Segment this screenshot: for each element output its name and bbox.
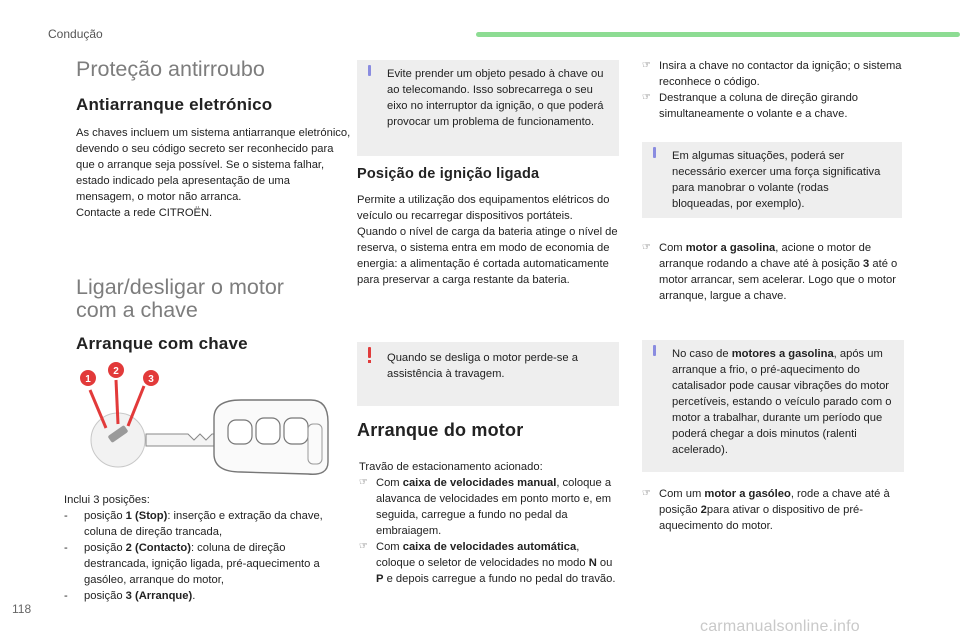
warning-text: Quando se desliga o motor perde-se a assistência à travagem. bbox=[387, 352, 578, 380]
manual-gearbox-item: ☞ Com caixa de velocidades manual, coloque a alavanca de velocidades em ponto morto e, em seguida, carregue a fundo no pedal da embraiagem. bbox=[359, 477, 612, 537]
info-note-catalyst bbox=[642, 340, 904, 472]
petrol-start-item: ☞ Com motor a gasolina, acione o motor de arranque rodando a chave até à posição 3 até o motor arrancar, sem acelerar. Logo que o motor arranque, largue a chave. bbox=[642, 242, 898, 302]
position-label-1: 1 bbox=[85, 374, 91, 385]
ignition-paragraph-1: Permite a utilização dos equipamentos elétricos do veículo ou recarregar dispositivos portáteis. bbox=[357, 194, 610, 222]
fob-button-light bbox=[284, 418, 308, 444]
header-accent-bar bbox=[476, 32, 960, 37]
info-note-text: Evite prender um objeto pesado à chave ou ao telecomando. Isso sobrecarrega o seu eixo no interruptor da ignição, o que poderá provocar um problema de funcionamento. bbox=[387, 68, 604, 128]
pointing-hand-icon: ☞ bbox=[642, 92, 651, 103]
positions-intro: Inclui 3 posições: bbox=[64, 494, 150, 506]
heading-engine-start: Arranque do motor bbox=[357, 420, 524, 440]
info-icon bbox=[653, 345, 656, 356]
heading-start-with-key: Arranque com chave bbox=[76, 334, 248, 353]
position-item-1: - posição 1 (Stop): inserção e extração da chave, coluna de direção trancada, bbox=[64, 510, 323, 538]
position-label-2: 2 bbox=[113, 366, 119, 377]
section-engine-start bbox=[357, 420, 619, 587]
pointing-hand-icon: ☞ bbox=[642, 242, 651, 253]
pointing-hand-icon: ☞ bbox=[359, 541, 368, 552]
unlock-steering-item: ☞ Destranque a coluna de direção girando simultaneamente o volante e a chave. bbox=[642, 92, 859, 120]
info-icon bbox=[653, 147, 656, 158]
key-illustration bbox=[76, 362, 338, 480]
info-note-text: No caso de motores a gasolina, após um arranque a frio, o pré-aquecimento do catalisador pode causar vibrações do motor percetíveis, estando o veículo parado com o motor a trabalhar, durante um período que poderá chegar a dois minutos (ralenti acelerado). bbox=[672, 348, 892, 456]
warning-icon bbox=[368, 347, 371, 358]
contact-network: Contacte a rede CITROËN. bbox=[76, 207, 213, 219]
positions-list bbox=[64, 492, 342, 604]
key-blade bbox=[146, 434, 216, 446]
heading-immobilizer: Antiarranque eletrónico bbox=[76, 95, 273, 114]
position-item-3: - posição 3 (Arranque). bbox=[64, 590, 196, 602]
immobilizer-text bbox=[76, 125, 351, 221]
info-note-steering-force bbox=[642, 142, 902, 218]
section-title-start-stop: Ligar/desligar o motor com a chave bbox=[76, 275, 284, 322]
insert-key-item: ☞ Insira a chave no contactor da ignição; o sistema reconhece o código. bbox=[642, 60, 902, 88]
info-note-heavy-object bbox=[357, 60, 619, 156]
info-icon bbox=[368, 65, 371, 76]
pointing-hand-icon: ☞ bbox=[642, 488, 651, 499]
section-header: Condução bbox=[48, 27, 103, 41]
ignition-text bbox=[357, 192, 625, 288]
warning-brake-assist bbox=[357, 342, 619, 406]
section-start-with-key bbox=[76, 276, 326, 354]
section-ignition-on bbox=[357, 166, 625, 288]
heading-ignition-on: Posição de ignição ligada bbox=[357, 166, 540, 182]
position-label-3: 3 bbox=[148, 374, 154, 385]
watermark: carmanualsonline.info bbox=[700, 618, 860, 635]
pointing-hand-icon: ☞ bbox=[642, 60, 651, 71]
engine-start-intro: Travão de estacionamento acionado: bbox=[359, 461, 543, 473]
ignition-paragraph-2: Quando o nível de carga da bateria atinge o nível de reserva, o sistema entra em modo de economia de energia: a alimentação é cortada automaticamente para preservar a carga restante da bateria. bbox=[357, 226, 618, 286]
immobilizer-paragraph: As chaves incluem um sistema antiarranque eletrónico, devendo o seu código secreto ser reconhecido para que o arranque seja possível. Se o sistema falhar, estado indicado pela apresentação de uma mensagem, o motor não arranca. bbox=[76, 127, 351, 203]
pointing-hand-icon: ☞ bbox=[359, 477, 368, 488]
diesel-start-item: ☞ Com um motor a gasóleo, rode a chave até à posição 2para ativar o dispositivo de pré-aquecimento do motor. bbox=[642, 488, 890, 532]
position-item-2: - posição 2 (Contacto): coluna de direção destrancada, ignição ligada, pré-aquecimento a gasóleo, arranque do motor, bbox=[64, 542, 320, 586]
column-1 bbox=[76, 58, 351, 221]
fob-button-lock bbox=[256, 418, 280, 444]
info-note-text: Em algumas situações, poderá ser necessário exercer uma força significativa para manobrar o volante (rodas bloqueadas, por exemplo). bbox=[672, 150, 881, 210]
engine-start-text bbox=[359, 459, 619, 587]
section-title-antitheft: Proteção antirroubo bbox=[76, 57, 265, 81]
fob-button-unlock bbox=[228, 420, 252, 444]
key-insert-steps bbox=[642, 58, 904, 122]
automatic-gearbox-item: ☞ Com caixa de velocidades automática, coloque o seletor de velocidades no modo N ou P e depois carregue a fundo no pedal do travão. bbox=[359, 541, 616, 585]
page-number: 118 bbox=[12, 602, 32, 616]
